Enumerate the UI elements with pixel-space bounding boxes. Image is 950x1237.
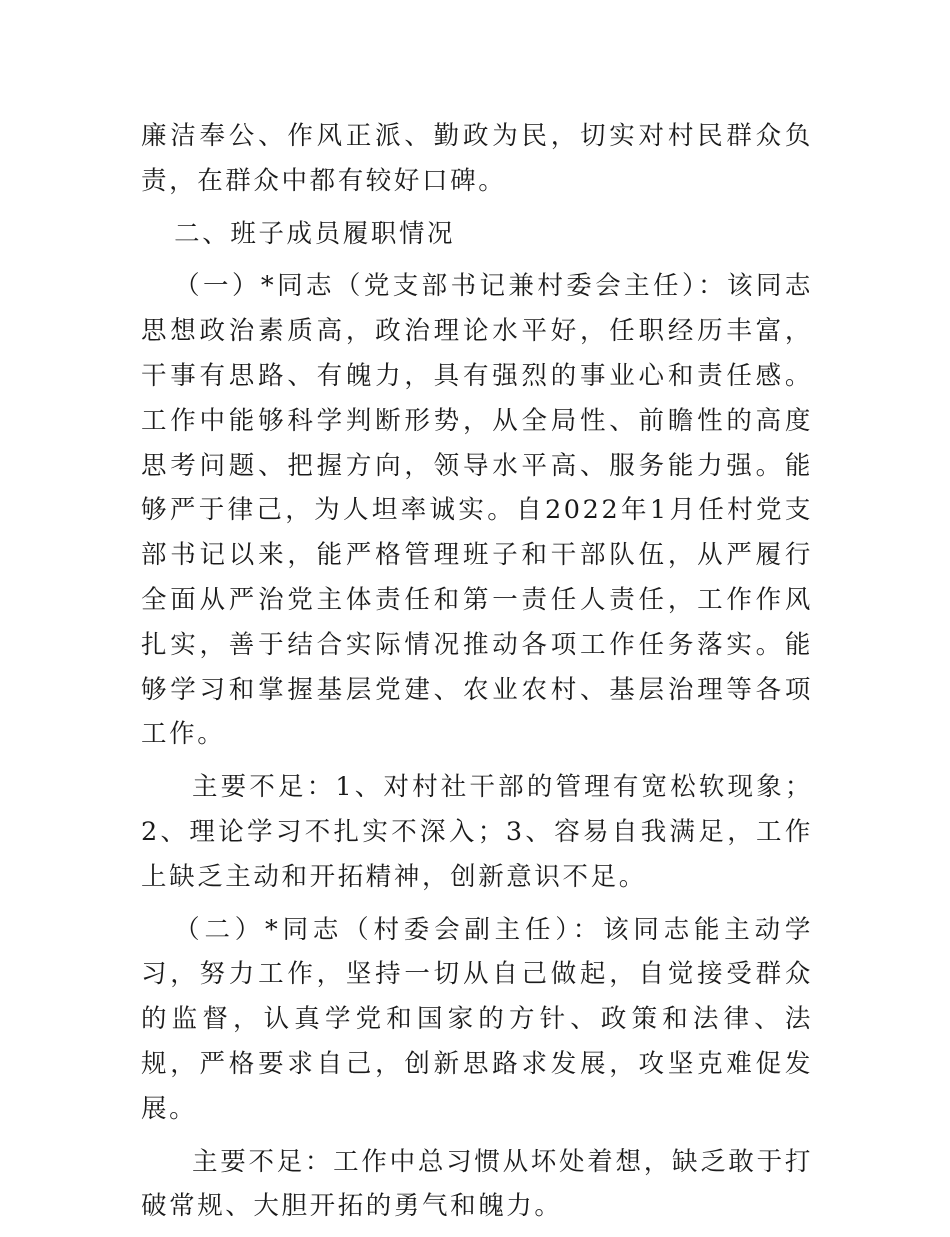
document-body bbox=[141, 114, 813, 1237]
paragraph-member-one: （一）*同志（党支部书记兼村委会主任）：该同志思想政治素质高，政治理论水平好，任职经历丰富，干事有思路、有魄力，具有强烈的事业心和责任感。工作中能够科学判断形势，从全局性、前瞻性的高度思考问题、把握方向，领导水平高、服务能力强。能够严于律己，为人坦率诚实。自2022年1月任村党支部书记以来，能严格管理班子和干部队伍，从严履行全面从严治党主体责任和第一责任人责任，工作作风扎实，善于结合实际情况推动各项工作任务落实。能够学习和掌握基层党建、农业农村、基层治理等各项工作。 bbox=[141, 271, 813, 750]
section-heading-member-performance: 二、班子成员履职情况 bbox=[174, 218, 456, 249]
paragraph-member-two-shortcomings: 主要不足：工作中总习惯从坏处着想，缺乏敢于打破常规、大胆开拓的勇气和魄力。 bbox=[141, 1146, 813, 1222]
paragraph-member-one-shortcomings: 主要不足：1、对村社干部的管理有宽松软现象；2、理论学习不扎实不深入；3、容易自我满足，工作上缺乏主动和开拓精神，创新意识不足。 bbox=[141, 772, 813, 892]
paragraph-member-two: （二）*同志（村委会副主任）：该同志能主动学习，努力工作，坚持一切从自己做起，自觉接受群众的监督，认真学党和国家的方针、政策和法律、法规，严格要求自己，创新思路求发展，攻坚克难促发展。 bbox=[141, 914, 813, 1124]
paragraph-continuation: 廉洁奉公、作风正派、勤政为民，切实对村民群众负责，在群众中都有较好口碑。 bbox=[141, 121, 813, 196]
